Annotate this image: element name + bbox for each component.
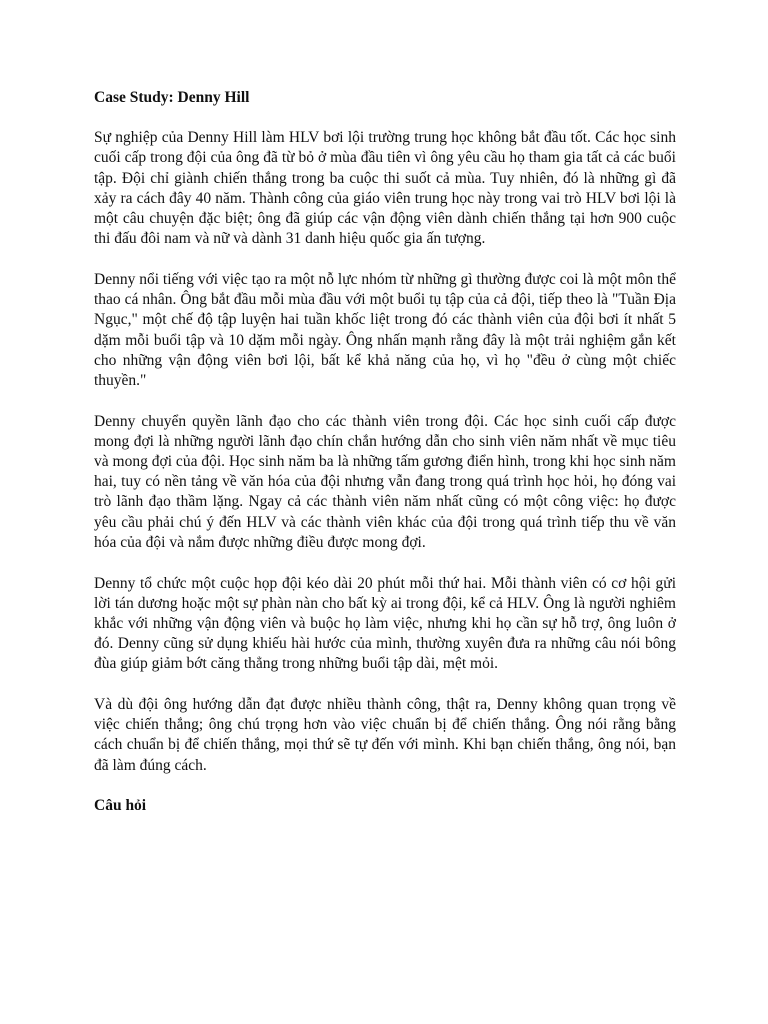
paragraph-5: Và dù đội ông hướng dẫn đạt được nhiều thành công, thật ra, Denny không quan trọng về việc chiến thắng; ông chú trọng hơn vào việc chuẩn bị để chiến thắng. Ông nói rằng bằng cách chuẩn bị để chiến thắng, mọi thứ sẽ tự đến với mình. Khi bạn chiến thắng, ông nói, bạn đã làm đúng cách.: [94, 696, 676, 774]
document-title: Case Study: Denny Hill: [94, 89, 250, 106]
paragraph-1: Sự nghiệp của Denny Hill làm HLV bơi lội trường trung học không bắt đầu tốt. Các học sinh cuối cấp trong đội của ông đã từ bỏ ở mùa đầu tiên vì ông yêu cầu họ tham gia tất cả các buổi tập. Đội chỉ giành chiến thắng trong ba cuộc thi suốt cả mùa. Tuy nhiên, đó là những gì đã xảy ra cách đây 40 năm. Thành công của giáo viên trung học này trong vai trò HLV bơi lội là một câu chuyện đặc biệt; ông đã giúp các vận động viên dành chiến thắng tại hơn 900 cuộc thi đấu đôi nam và nữ và dành 31 danh hiệu quốc gia ấn tượng.: [94, 129, 676, 248]
questions-heading: Câu hỏi: [94, 797, 147, 815]
paragraph-2: Denny nổi tiếng với việc tạo ra một nỗ lực nhóm từ những gì thường được coi là một môn thể thao cá nhân. Ông bắt đầu mỗi mùa đầu với một buổi tụ tập của cả đội, tiếp theo là "Tuần Địa Ngục," một chế độ tập luyện hai tuần khốc liệt trong đó các thành viên của đội bơi ít nhất 5 dặm mỗi buổi tập và 10 dặm mỗi ngày. Ông nhấn mạnh rằng đây là một trải nghiệm gắn kết cho những vận động viên bơi lội, bất kể khả năng của họ, vì họ "đều ở cùng một chiếc thuyền.": [94, 270, 676, 389]
document-page: [94, 88, 676, 817]
paragraph-4: Denny tổ chức một cuộc họp đội kéo dài 20 phút mỗi thứ hai. Mỗi thành viên có cơ hội gửi lời tán dương hoặc một sự phàn nàn cho bất kỳ ai trong đội, kể cả HLV. Ông là người nghiêm khắc với những vận động viên và buộc họ làm việc, nhưng khi họ cần sự hỗ trợ, ông luôn ở đó. Denny cũng sử dụng khiếu hài hước của mình, thường xuyên đưa ra những câu nói bông đùa giúp giảm bớt căng thẳng trong những buổi tập dài, mệt mỏi.: [94, 574, 676, 673]
paragraph-3: Denny chuyển quyền lãnh đạo cho các thành viên trong đội. Các học sinh cuối cấp được mong đợi là những người lãnh đạo chín chắn hướng dẫn cho sinh viên năm nhất về mục tiêu và mong đợi của đội. Học sinh năm ba là những tấm gương điển hình, trong khi học sinh năm hai, tuy có nền tảng về văn hóa của đội nhưng vẫn đang trong quá trình học hỏi, họ đóng vai trò lãnh đạo thầm lặng. Ngay cả các thành viên năm nhất cũng có một công việc: họ được yêu cầu phải chú ý đến HLV và các thành viên khác của đội trong quá trình tiếp thu về văn hóa của đội và nắm được những điều được mong đợi.: [94, 412, 676, 551]
